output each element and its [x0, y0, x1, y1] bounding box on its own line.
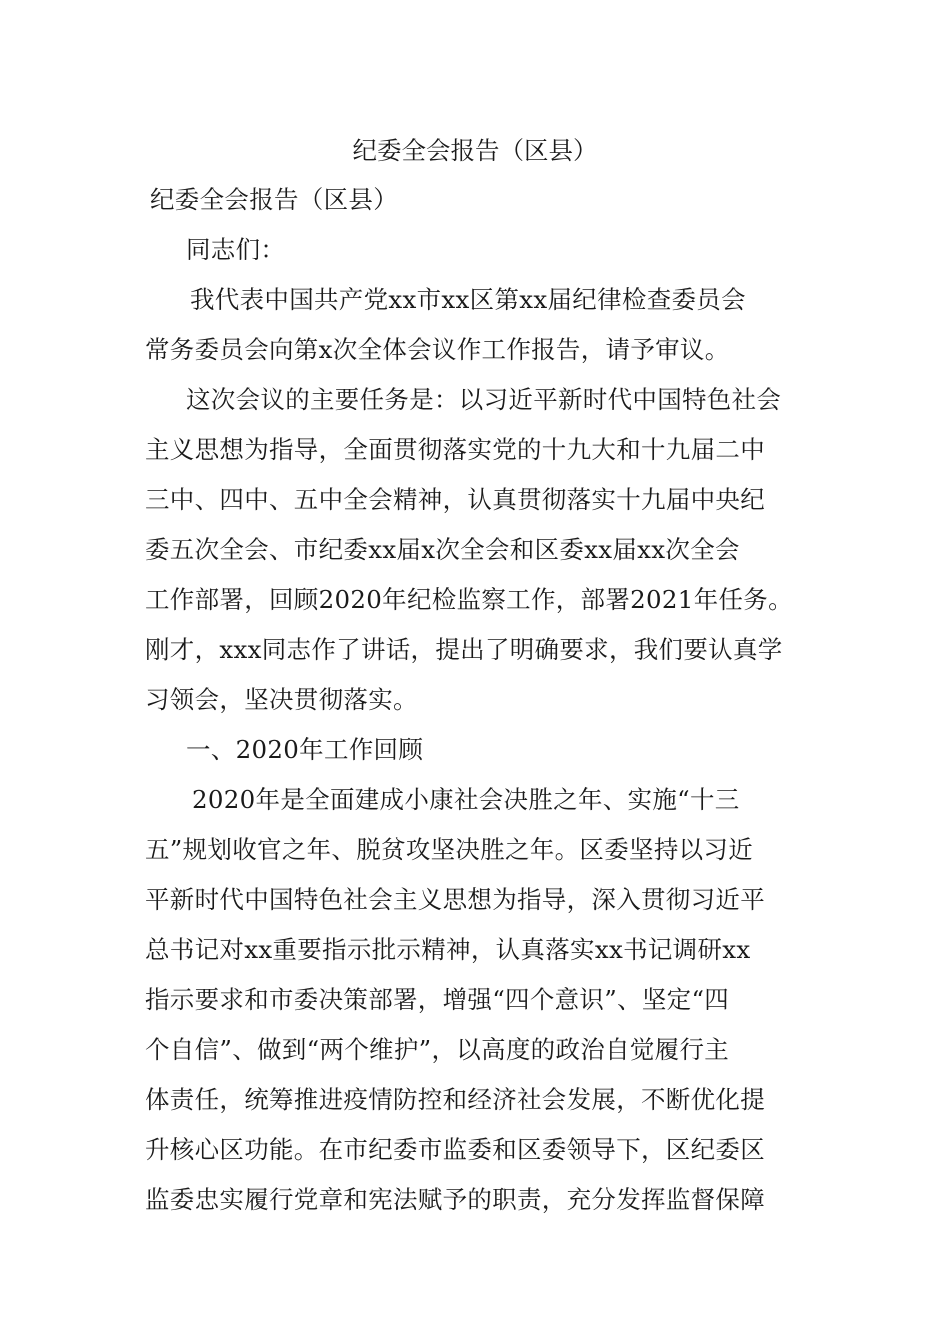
paragraph-line: 主义思想为指导，全面贯彻落实党的十九大和十九届二中 — [145, 435, 765, 464]
paragraph-line: 个自信”、做到“两个维护”，以高度的政治自觉履行主 — [145, 1035, 730, 1064]
document-subtitle: 纪委全会报告（区县） — [150, 185, 398, 214]
paragraph-line: 平新时代中国特色社会主义思想为指导，深入贯彻习近平 — [145, 885, 765, 914]
paragraph-line: 工作部署，回顾2020年纪检监察工作，部署2021年任务。 — [145, 585, 793, 614]
paragraph-line: 常务委员会向第x次全体会议作工作报告，请予审议。 — [145, 335, 730, 364]
paragraph-line: 指示要求和市委决策部署，增强“四个意识”、坚定“四 — [145, 985, 730, 1014]
paragraph-line: 三中、四中、五中全会精神，认真贯彻落实十九届中央纪 — [145, 485, 765, 514]
paragraph-line: 总书记对xx重要指示批示精神，认真落实xx书记调研xx — [145, 935, 751, 964]
paragraph-line: 委五次全会、市纪委xx届x次全会和区委xx届xx次全会 — [145, 535, 740, 564]
paragraph-line: 刚才，xxx同志作了讲话，提出了明确要求，我们要认真学 — [145, 635, 783, 664]
paragraph-line: 这次会议的主要任务是：以习近平新时代中国特色社会 — [186, 385, 782, 414]
paragraph-line: 习领会，坚决贯彻落实。 — [145, 685, 418, 714]
paragraph-line: 我代表中国共产党xx市xx区第xx届纪律检查委员会 — [190, 285, 746, 314]
paragraph-line: 五”规划收官之年、脱贫攻坚决胜之年。区委坚持以习近 — [145, 835, 754, 864]
paragraph-line: 升核心区功能。在市纪委市监委和区委领导下，区纪委区 — [145, 1135, 765, 1164]
section-heading: 一、2020年工作回顾 — [186, 735, 424, 764]
paragraph-line: 2020年是全面建成小康社会决胜之年、实施“十三 — [192, 785, 740, 814]
greeting: 同志们： — [186, 235, 286, 264]
paragraph-line: 监委忠实履行党章和宪法赋予的职责，充分发挥监督保障 — [145, 1185, 765, 1214]
document-title: 纪委全会报告（区县） — [352, 136, 598, 165]
paragraph-line: 体责任，统筹推进疫情防控和经济社会发展，不断优化提 — [145, 1085, 765, 1114]
